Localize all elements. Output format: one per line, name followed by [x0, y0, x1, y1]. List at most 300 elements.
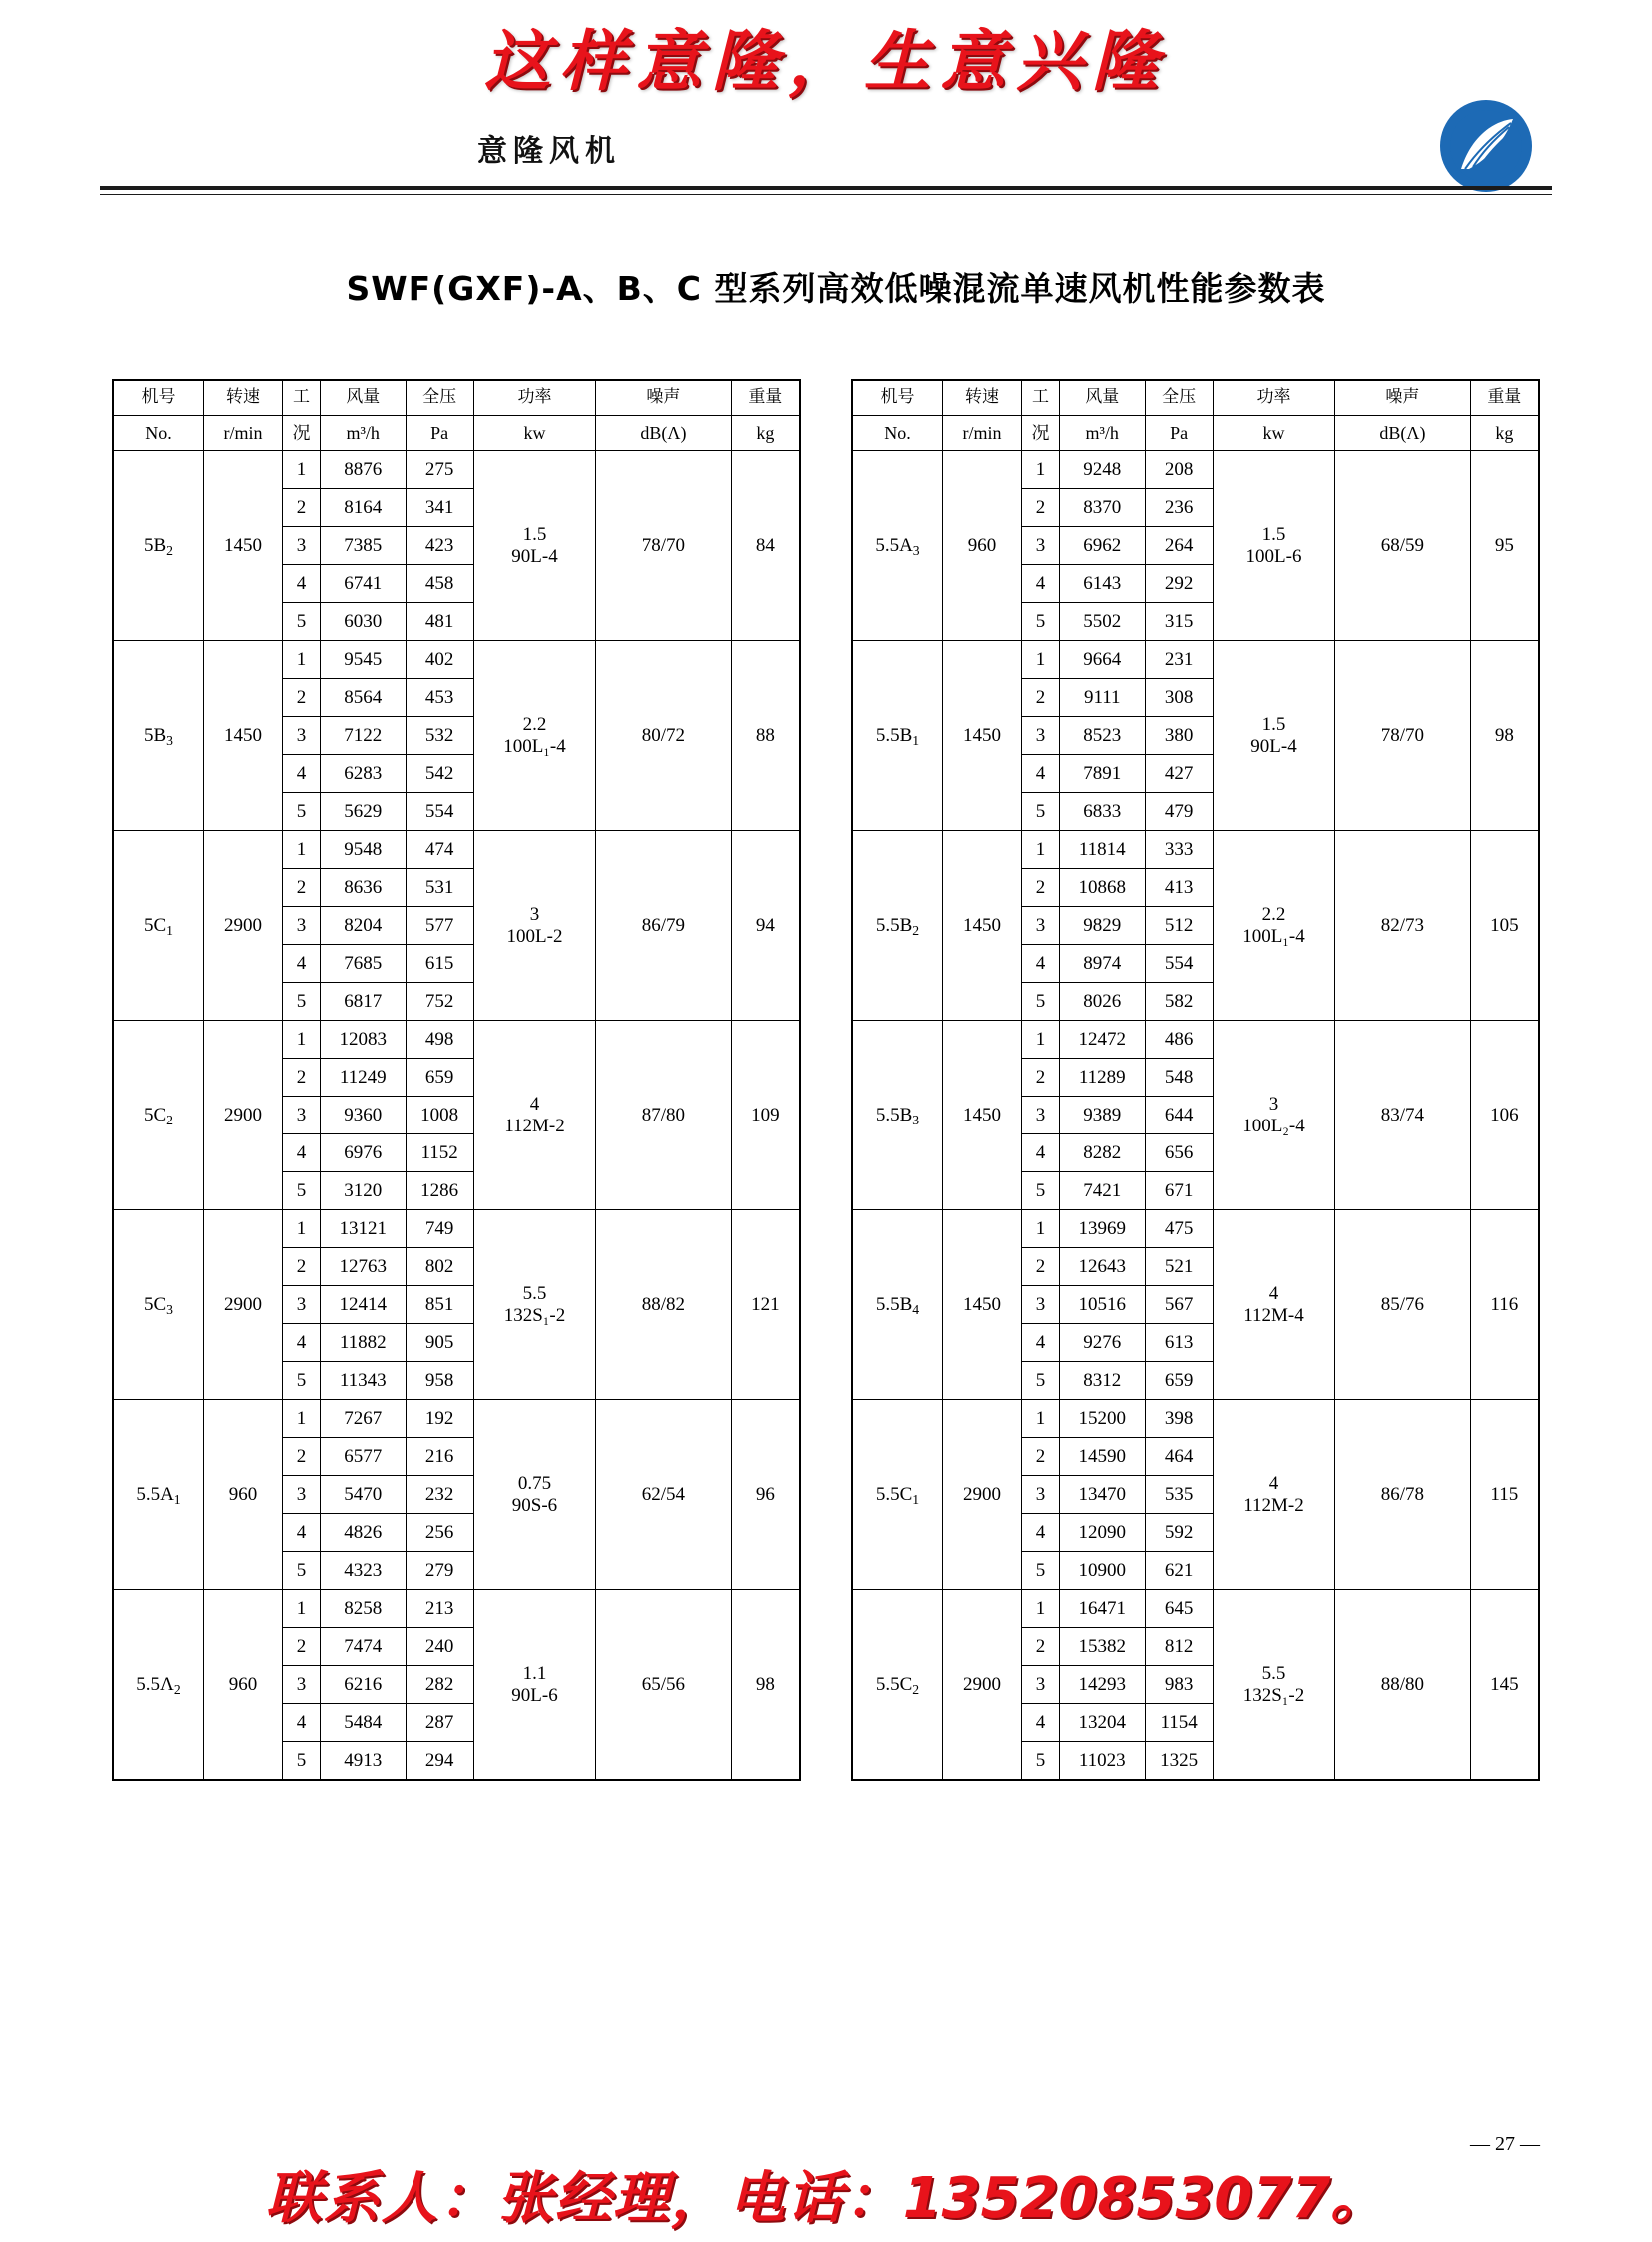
cell-pressure: 1154 [1145, 1704, 1213, 1742]
cell-pressure: 613 [1145, 1324, 1213, 1362]
cell-condition: 3 [1022, 717, 1060, 755]
table-row [852, 1210, 1539, 1248]
cell-power-motor: 100L₁-4 [503, 735, 566, 757]
cell-pressure: 256 [406, 1514, 473, 1552]
cell-condition: 2 [283, 1059, 321, 1097]
brand-name: 意隆风机 [477, 134, 621, 169]
cell-condition: 1 [1022, 831, 1060, 869]
cell-weight: 98 [731, 1590, 800, 1781]
cell-power-kw: 1.5 [1261, 713, 1286, 735]
cell-power-kw: 4 [1268, 1282, 1279, 1304]
cell-pressure: 905 [406, 1324, 473, 1362]
cell-model: $5B_2$ [113, 451, 203, 641]
cell-condition: 2 [283, 1438, 321, 1476]
cell-condition: 3 [1022, 527, 1060, 565]
th-power-unit: kw [1213, 416, 1334, 451]
cell-flow: 8370 [1059, 489, 1145, 527]
cell-flow: 8636 [320, 869, 406, 907]
cell-power [1213, 451, 1334, 641]
cell-power [473, 1590, 595, 1781]
cell-condition: 5 [283, 793, 321, 831]
cell-condition: 3 [283, 907, 321, 945]
footer-contact [0, 2154, 1652, 2234]
cell-pressure: 532 [406, 717, 473, 755]
cell-rpm: 2900 [203, 831, 282, 1021]
cell-pressure: 521 [1145, 1248, 1213, 1286]
cell-power [473, 831, 595, 1021]
cell-pressure: 615 [406, 945, 473, 983]
table-row [852, 1021, 1539, 1059]
cell-pressure: 413 [1145, 869, 1213, 907]
cell-rpm: 2900 [203, 1021, 282, 1210]
logo-leaf-shape [1449, 109, 1523, 183]
cell-model: $5C_1$ [113, 831, 203, 1021]
cell-condition: 1 [283, 641, 321, 679]
cell-condition: 5 [1022, 793, 1060, 831]
cell-condition: 5 [283, 1172, 321, 1210]
table-body-left [113, 451, 800, 1781]
table-row [852, 451, 1539, 489]
cell-noise: 85/76 [1335, 1210, 1470, 1400]
cell-pressure: 240 [406, 1628, 473, 1666]
cell-model: $5.5A_3$ [852, 451, 942, 641]
cell-noise: 78/70 [1335, 641, 1470, 831]
cell-condition: 1 [283, 1400, 321, 1438]
th-weight: 重量 [1470, 380, 1539, 416]
cell-condition: 1 [1022, 451, 1060, 489]
cell-pressure: 475 [1145, 1210, 1213, 1248]
performance-table-right [851, 379, 1540, 1781]
cell-flow: 5470 [320, 1476, 406, 1514]
cell-noise: 78/70 [596, 451, 731, 641]
cell-noise: 68/59 [1335, 451, 1470, 641]
cell-pressure: 333 [1145, 831, 1213, 869]
cell-noise: 88/82 [596, 1210, 731, 1400]
cell-pressure: 645 [1145, 1590, 1213, 1628]
cell-pressure: 294 [406, 1742, 473, 1781]
cell-pressure: 213 [406, 1590, 473, 1628]
cell-condition: 3 [1022, 1097, 1060, 1134]
cell-flow: 15382 [1059, 1628, 1145, 1666]
cell-flow: 6216 [320, 1666, 406, 1704]
cell-condition: 3 [283, 1097, 321, 1134]
th-rpm-unit: r/min [203, 416, 282, 451]
cell-flow: 12414 [320, 1286, 406, 1324]
cell-weight: 98 [1470, 641, 1539, 831]
cell-flow: 4323 [320, 1552, 406, 1590]
cell-pressure: 398 [1145, 1400, 1213, 1438]
cell-pressure: 644 [1145, 1097, 1213, 1134]
cell-power-kw: 3 [529, 903, 540, 925]
table-row [113, 1210, 800, 1248]
cell-condition: 5 [283, 1742, 321, 1781]
cell-pressure: 216 [406, 1438, 473, 1476]
cell-pressure: 292 [1145, 565, 1213, 603]
cell-pressure: 423 [406, 527, 473, 565]
cell-flow: 10516 [1059, 1286, 1145, 1324]
cell-flow: 7474 [320, 1628, 406, 1666]
cell-pressure: 1152 [406, 1134, 473, 1172]
cell-flow: 6283 [320, 755, 406, 793]
performance-table-left [112, 379, 801, 1781]
cell-pressure: 264 [1145, 527, 1213, 565]
cell-condition: 4 [283, 1134, 321, 1172]
cell-flow: 9389 [1059, 1097, 1145, 1134]
cell-flow: 12763 [320, 1248, 406, 1286]
cell-pressure: 498 [406, 1021, 473, 1059]
cell-flow: 6741 [320, 565, 406, 603]
table-row [852, 1590, 1539, 1628]
cell-noise: 62/54 [596, 1400, 731, 1590]
cell-flow: 8204 [320, 907, 406, 945]
cell-flow: 6962 [1059, 527, 1145, 565]
cell-pressure: 671 [1145, 1172, 1213, 1210]
cell-condition: 5 [283, 1362, 321, 1400]
cell-power-motor: 90S-6 [511, 1494, 558, 1516]
cell-power-kw: 3 [1268, 1093, 1279, 1115]
cell-power-motor: 112M-2 [1243, 1494, 1304, 1516]
th-rpm: 转速 [203, 380, 282, 416]
cell-condition: 5 [1022, 983, 1060, 1021]
table-row [113, 1400, 800, 1438]
cell-flow: 11814 [1059, 831, 1145, 869]
cell-power [1213, 641, 1334, 831]
th-flow-unit: m³/h [1059, 416, 1145, 451]
cell-condition: 3 [1022, 1666, 1060, 1704]
cell-flow: 11343 [320, 1362, 406, 1400]
cell-pressure: 548 [1145, 1059, 1213, 1097]
cell-pressure: 315 [1145, 603, 1213, 641]
cell-flow: 12090 [1059, 1514, 1145, 1552]
cell-condition: 2 [283, 679, 321, 717]
banner-slogan: 这样意隆，生意兴隆 [484, 23, 1168, 100]
page-header [0, 0, 1652, 205]
table-row [113, 831, 800, 869]
cell-power [473, 1210, 595, 1400]
cell-condition: 4 [1022, 565, 1060, 603]
cell-flow: 6577 [320, 1438, 406, 1476]
cell-flow: 7385 [320, 527, 406, 565]
th-power: 功率 [1213, 380, 1334, 416]
cell-flow: 8876 [320, 451, 406, 489]
cell-rpm: 2900 [942, 1400, 1021, 1590]
cell-power [1213, 1590, 1334, 1781]
cell-flow: 7421 [1059, 1172, 1145, 1210]
cell-pressure: 554 [1145, 945, 1213, 983]
cell-flow: 11289 [1059, 1059, 1145, 1097]
footer-contact-label: 联系人：张经理，电话： [265, 2166, 903, 2231]
cell-power [1213, 1021, 1334, 1210]
cell-pressure: 287 [406, 1704, 473, 1742]
cell-flow: 9111 [1059, 679, 1145, 717]
cell-power [1213, 831, 1334, 1021]
cell-condition: 5 [283, 603, 321, 641]
cell-flow: 14293 [1059, 1666, 1145, 1704]
cell-pressure: 656 [1145, 1134, 1213, 1172]
cell-power-kw: 5.5 [522, 1282, 547, 1304]
cell-model: $5.5B_3$ [852, 1021, 942, 1210]
cell-condition: 4 [1022, 1324, 1060, 1362]
cell-flow: 6833 [1059, 793, 1145, 831]
cell-model: $5B_3$ [113, 641, 203, 831]
cell-flow: 8258 [320, 1590, 406, 1628]
cell-flow: 10868 [1059, 869, 1145, 907]
cell-weight: 84 [731, 451, 800, 641]
cell-condition: 4 [1022, 1514, 1060, 1552]
cell-flow: 13969 [1059, 1210, 1145, 1248]
cell-condition: 3 [283, 527, 321, 565]
cell-pressure: 659 [406, 1059, 473, 1097]
cell-condition: 1 [283, 451, 321, 489]
cell-flow: 4826 [320, 1514, 406, 1552]
table-head [113, 380, 800, 451]
cell-power-motor: 100L₁-4 [1242, 925, 1305, 947]
cell-condition: 4 [1022, 1704, 1060, 1742]
cell-pressure: 192 [406, 1400, 473, 1438]
table-row [113, 451, 800, 489]
cell-noise: 86/79 [596, 831, 731, 1021]
cell-power [473, 1400, 595, 1590]
cell-power-motor: 90L-4 [511, 545, 558, 567]
cell-pressure: 592 [1145, 1514, 1213, 1552]
cell-condition: 1 [1022, 1400, 1060, 1438]
cell-power-kw: 1.1 [522, 1662, 547, 1684]
cell-flow: 8164 [320, 489, 406, 527]
table-row [852, 1400, 1539, 1438]
cell-flow: 11249 [320, 1059, 406, 1097]
cell-flow: 9360 [320, 1097, 406, 1134]
cell-model: $5.5C_2$ [852, 1590, 942, 1781]
cell-power-motor: 132S₁-2 [1242, 1684, 1305, 1706]
cell-flow: 10900 [1059, 1552, 1145, 1590]
cell-rpm: 1450 [942, 641, 1021, 831]
cell-power-kw: 4 [1268, 1472, 1279, 1494]
cell-weight: 115 [1470, 1400, 1539, 1590]
cell-flow: 15200 [1059, 1400, 1145, 1438]
header-divider [100, 186, 1552, 195]
cell-model: $5.5B_2$ [852, 831, 942, 1021]
cell-flow: 9545 [320, 641, 406, 679]
cell-rpm: 1450 [203, 641, 282, 831]
cell-weight: 95 [1470, 451, 1539, 641]
cell-flow: 8523 [1059, 717, 1145, 755]
cell-pressure: 232 [406, 1476, 473, 1514]
cell-pressure: 481 [406, 603, 473, 641]
cell-condition: 5 [1022, 1362, 1060, 1400]
cell-condition: 5 [283, 983, 321, 1021]
cell-pressure: 535 [1145, 1476, 1213, 1514]
th-model-unit: No. [852, 416, 942, 451]
cell-flow: 16471 [1059, 1590, 1145, 1628]
cell-power [473, 641, 595, 831]
cell-pressure: 542 [406, 755, 473, 793]
cell-pressure: 983 [1145, 1666, 1213, 1704]
cell-condition: 3 [283, 1286, 321, 1324]
table-row [852, 831, 1539, 869]
cell-flow: 6143 [1059, 565, 1145, 603]
cell-weight: 121 [731, 1210, 800, 1400]
cell-condition: 3 [283, 717, 321, 755]
cell-power-motor: 90L-4 [1250, 735, 1297, 757]
cell-flow: 12643 [1059, 1248, 1145, 1286]
cell-power-motor: 100L-6 [1245, 545, 1302, 567]
cell-weight: 105 [1470, 831, 1539, 1021]
cell-condition: 4 [283, 1704, 321, 1742]
cell-flow: 7122 [320, 717, 406, 755]
cell-pressure: 453 [406, 679, 473, 717]
cell-power-kw: 4 [529, 1093, 540, 1115]
cell-model: $5.5B_1$ [852, 641, 942, 831]
cell-model: $5C_2$ [113, 1021, 203, 1210]
th-weight-unit: kg [731, 416, 800, 451]
cell-flow: 9276 [1059, 1324, 1145, 1362]
cell-power [473, 1021, 595, 1210]
th-condition-unit: 况 [1022, 416, 1060, 451]
cell-condition: 4 [283, 755, 321, 793]
cell-power-kw: 1.5 [1261, 523, 1286, 545]
cell-power-motor: 100L₂-4 [1242, 1115, 1305, 1136]
th-flow: 风量 [320, 380, 406, 416]
th-noise: 噪声 [596, 380, 731, 416]
cell-model: $5C_3$ [113, 1210, 203, 1400]
th-condition: 工 [1022, 380, 1060, 416]
page-number: — 27 — [1470, 2133, 1540, 2155]
cell-condition: 3 [1022, 1476, 1060, 1514]
cell-pressure: 1286 [406, 1172, 473, 1210]
cell-condition: 1 [283, 1590, 321, 1628]
th-rpm-unit: r/min [942, 416, 1021, 451]
cell-flow: 7267 [320, 1400, 406, 1438]
cell-power-kw: 2.2 [1261, 903, 1286, 925]
cell-pressure: 958 [406, 1362, 473, 1400]
cell-flow: 13204 [1059, 1704, 1145, 1742]
cell-condition: 5 [1022, 1742, 1060, 1781]
table-row [113, 1021, 800, 1059]
cell-pressure: 464 [1145, 1438, 1213, 1476]
cell-flow: 8026 [1059, 983, 1145, 1021]
cell-pressure: 474 [406, 831, 473, 869]
table-row [852, 641, 1539, 679]
cell-condition: 2 [283, 489, 321, 527]
cell-flow: 6976 [320, 1134, 406, 1172]
cell-condition: 2 [1022, 1628, 1060, 1666]
fan-leaf-logo-icon [1440, 100, 1532, 192]
th-flow-unit: m³/h [320, 416, 406, 451]
cell-condition: 3 [283, 1666, 321, 1704]
cell-pressure: 582 [1145, 983, 1213, 1021]
cell-condition: 3 [1022, 907, 1060, 945]
th-condition-unit: 况 [283, 416, 321, 451]
cell-condition: 2 [283, 1628, 321, 1666]
cell-condition: 1 [1022, 1590, 1060, 1628]
cell-noise: 65/56 [596, 1590, 731, 1781]
cell-rpm: 1450 [942, 1210, 1021, 1400]
cell-power-motor: 100L-2 [506, 925, 563, 947]
cell-rpm: 960 [942, 451, 1021, 641]
cell-flow: 8312 [1059, 1362, 1145, 1400]
cell-noise: 86/78 [1335, 1400, 1470, 1590]
cell-weight: 106 [1470, 1021, 1539, 1210]
header-row-1 [113, 380, 800, 416]
cell-weight: 145 [1470, 1590, 1539, 1781]
cell-pressure: 458 [406, 565, 473, 603]
page-title: SWF(GXF)-A、B、C 型系列高效低噪混流单速风机性能参数表 [346, 269, 1326, 308]
th-rpm: 转速 [942, 380, 1021, 416]
cell-condition: 2 [1022, 1438, 1060, 1476]
cell-power [1213, 1400, 1334, 1590]
cell-flow: 14590 [1059, 1438, 1145, 1476]
th-pressure: 全压 [406, 380, 473, 416]
cell-flow: 12083 [320, 1021, 406, 1059]
cell-pressure: 275 [406, 451, 473, 489]
cell-power-kw: 1.5 [522, 523, 547, 545]
cell-flow: 9829 [1059, 907, 1145, 945]
cell-condition: 2 [283, 869, 321, 907]
cell-pressure: 486 [1145, 1021, 1213, 1059]
cell-rpm: 960 [203, 1590, 282, 1781]
table-head [852, 380, 1539, 451]
header-row-1 [852, 380, 1539, 416]
cell-weight: 94 [731, 831, 800, 1021]
th-noise-unit: dB(Λ) [1335, 416, 1470, 451]
cell-pressure: 279 [406, 1552, 473, 1590]
cell-pressure: 308 [1145, 679, 1213, 717]
cell-condition: 2 [1022, 679, 1060, 717]
cell-noise: 80/72 [596, 641, 731, 831]
cell-flow: 5502 [1059, 603, 1145, 641]
cell-condition: 1 [1022, 1210, 1060, 1248]
cell-condition: 4 [1022, 1134, 1060, 1172]
cell-condition: 2 [1022, 1059, 1060, 1097]
cell-pressure: 282 [406, 1666, 473, 1704]
cell-pressure: 208 [1145, 451, 1213, 489]
th-weight: 重量 [731, 380, 800, 416]
cell-condition: 3 [1022, 1286, 1060, 1324]
cell-flow: 13121 [320, 1210, 406, 1248]
th-model: 机号 [852, 380, 942, 416]
cell-pressure: 231 [1145, 641, 1213, 679]
th-pressure: 全压 [1145, 380, 1213, 416]
th-noise-unit: dB(Λ) [596, 416, 731, 451]
table-body-right [852, 451, 1539, 1781]
cell-model: $5.5B_4$ [852, 1210, 942, 1400]
cell-rpm: 2900 [203, 1210, 282, 1400]
cell-condition: 4 [283, 1514, 321, 1552]
cell-condition: 4 [283, 565, 321, 603]
cell-pressure: 402 [406, 641, 473, 679]
cell-power [1213, 1210, 1334, 1400]
cell-pressure: 621 [1145, 1552, 1213, 1590]
cell-condition: 5 [1022, 603, 1060, 641]
th-condition: 工 [283, 380, 321, 416]
cell-pressure: 851 [406, 1286, 473, 1324]
cell-power-motor: 112M-2 [504, 1115, 565, 1136]
cell-noise: 83/74 [1335, 1021, 1470, 1210]
cell-flow: 3120 [320, 1172, 406, 1210]
cell-weight: 88 [731, 641, 800, 831]
cell-pressure: 427 [1145, 755, 1213, 793]
cell-flow: 7685 [320, 945, 406, 983]
cell-condition: 1 [283, 1210, 321, 1248]
cell-pressure: 1008 [406, 1097, 473, 1134]
cell-flow: 6817 [320, 983, 406, 1021]
cell-flow: 11882 [320, 1324, 406, 1362]
cell-flow: 8564 [320, 679, 406, 717]
cell-rpm: 1450 [942, 1021, 1021, 1210]
cell-rpm: 2900 [942, 1590, 1021, 1781]
cell-flow: 9548 [320, 831, 406, 869]
cell-flow: 12472 [1059, 1021, 1145, 1059]
